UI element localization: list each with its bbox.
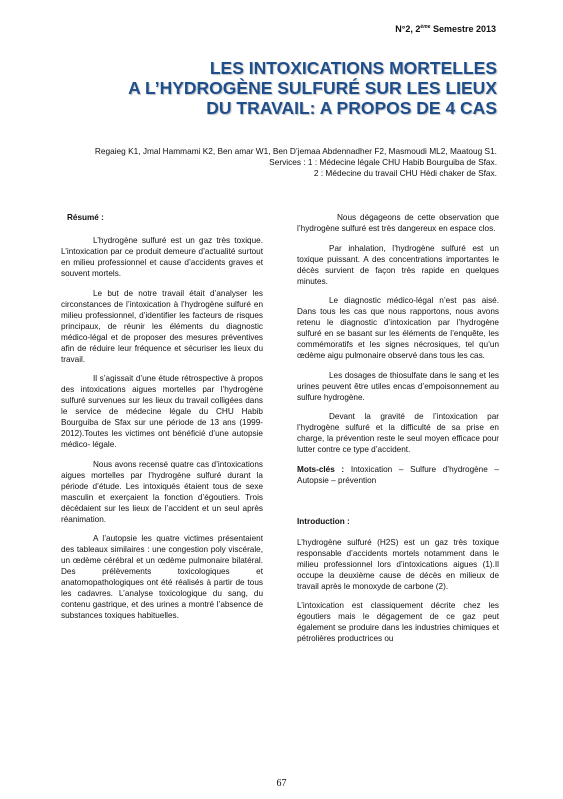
introduction-heading: Introduction : — [297, 516, 350, 526]
abstract-paragraph: Il s’agissait d’une étude rétrospective à propos des intoxications aigues mortelles par l’hydrogène sulfuré survenues sur les lieux du travail colligées dans le service de médecine légale du CHU Habib Bourguiba de Sfax sur une période de 13 ans (1999-2012).Toutes les victimes ont bénéficié d’une autopsie médico- légale. — [61, 374, 263, 449]
keywords-text: Intoxication – Sulfure d’hydrogène – Autopsie – prévention — [297, 464, 499, 485]
keywords — [297, 464, 499, 486]
keywords-label: Mots-clés : — [297, 464, 345, 474]
abstract-paragraph: Devant la gravité de l’intoxication par l’hydrogène sulfuré et la difficulté de sa prise en charge, la prévention reste le seul moyen efficace pour lutter contre ce type d’accident. — [297, 412, 499, 454]
right-column — [297, 212, 499, 653]
abstract-paragraph: Nous dégageons de cette observation que l’hydrogène sulfuré est très dangereux en espace clos. — [297, 213, 499, 233]
left-column — [61, 212, 263, 630]
abstract-paragraph: L’hydrogène sulfuré est un gaz très toxique. L’intoxication par ce produit demeure d’actualité surtout en milieu professionnel et cause d’accidents graves et souvent mortels. — [61, 236, 263, 278]
issue-superscript: ème — [420, 24, 431, 30]
abstract-paragraph: A l’autopsie les quatre victimes présentaient des tableaux similaires : une congestion poly viscérale, un œdème cérébral et un œdème pulmonaire bilatéral. Des prélèvements toxicologiques et anatomopathologiques ont été réalisés à partir de tous les cadavres. L’analyse toxicologique du sang, du contenu gastrique, et des urines a montré l’absence de substances toxiques habituelles. — [61, 534, 263, 620]
article-title — [57, 58, 497, 118]
authors-block — [37, 146, 497, 179]
title-line-2: A L’HYDROGÈNE SULFURÉ SUR LES LIEUX — [128, 78, 497, 98]
abstract-paragraph: Par inhalation, l’hydrogène sulfuré est un toxique puissant. A des concentrations importantes le décès survient de façon très rapide en quelques minutes. — [297, 243, 499, 286]
introduction-paragraph: L’hydrogène sulfuré (H2S) est un gaz très toxique responsable d’accidents mortels notamment dans le milieu professionnel lors d’intoxications aigues (1).Il occupe la deuxième cause de décès en milieux de travail après le monoxyde de carbone (2). — [297, 537, 499, 591]
abstract-paragraph: Le diagnostic médico-légal n’est pas aisé. Dans tous les cas que nous rapportons, nous avons retenu le diagnostic d’intoxication par l’hydrogène sulfuré en se basant sur les éléments de l’enquête, les commémoratifs et les signes nécrosiques, tel qu’un œdème aigu pulmonaire observé dans tous les cas. — [297, 296, 499, 360]
introduction-paragraph: L’intoxication est classiquement décrite chez les égoutiers mais le dégagement de ce gaz peut également se produire dans les industries chimiques et pétrolières productrices ou — [297, 601, 499, 643]
author-list: Regaieg K1, Jmal Hammami K2, Ben amar W1, Ben D’jemaa Abdennadher F2, Masmoudi ML2, Maatoug S1. — [94, 146, 497, 156]
issue-label — [395, 24, 496, 34]
abstract-heading: Résumé : — [67, 213, 104, 222]
title-line-3: DU TRAVAIL: A PROPOS DE 4 CAS — [206, 98, 497, 118]
affiliation-1: Services : 1 : Médecine légale CHU Habib Bourguiba de Sfax. — [269, 157, 497, 167]
title-line-1: LES INTOXICATIONS MORTELLES — [209, 58, 497, 78]
abstract-paragraph: Le but de notre travail était d’analyser les circonstances de l’intoxication à l’hydrogène sulfuré en milieu professionnel, d’identifier les facteurs de risques principaux, de réunir les éléments du diagnostic médico-légal et de proposer des mesures préventives afin de réduire leur fréquence et sécuriser les lieux du travail. — [61, 288, 263, 364]
affiliation-2: 2 : Médecine du travail CHU Hèdi chaker de Sfax. — [313, 168, 497, 178]
issue-suffix: Semestre 2013 — [430, 24, 496, 34]
issue-prefix: N°2, 2 — [395, 24, 421, 34]
abstract-paragraph: Nous avons recensé quatre cas d’intoxications aigues mortelles par l’hydrogène sulfuré durant la période d’étude. Les intoxiqués étaient tous de sexe masculin et exerçaient la fonction d’égoutiers. Trois décédaient sur les lieux de l’accident et un seul après réanimation. — [61, 459, 263, 524]
abstract-paragraph: Les dosages de thiosulfate dans le sang et les urines peuvent être utiles encas d’empoisonnement au sulfure hydrogène. — [297, 370, 499, 402]
page-number: 67 — [276, 778, 287, 789]
